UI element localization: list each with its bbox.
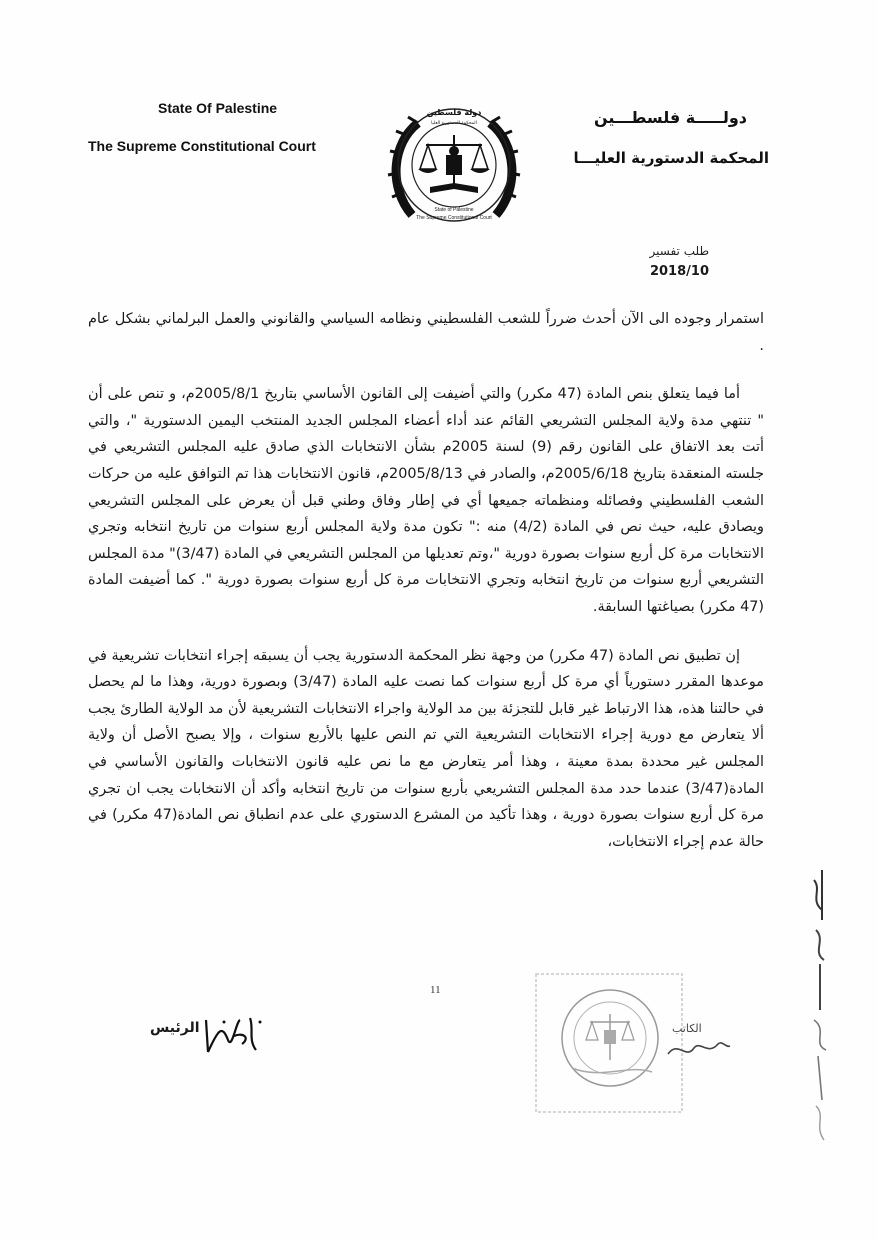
- paragraph-1: استمرار وجوده الى الآن أحدث ضرراً للشعب الفلسطيني ونظامه السياسي والقانوني والعمل البرلماني بشكل عام .: [88, 311, 764, 354]
- clerk-signature: [664, 1030, 734, 1066]
- margin-handwritten-note: [792, 860, 842, 1150]
- seal-subtitle-ar: المحكمة الدستورية العليا: [431, 121, 477, 126]
- document-body: [88, 306, 764, 877]
- court-name-en: The Supreme Constitutional Court: [88, 138, 316, 154]
- page-number: 11: [430, 984, 441, 996]
- request-type: طلب تفسير: [649, 244, 709, 258]
- president-signature: [198, 1010, 268, 1060]
- seal-state-en: State of Palestine: [434, 207, 474, 213]
- seal-court-en: The Supreme Constitutional Court: [416, 215, 492, 221]
- request-number: 2018/10: [649, 264, 709, 279]
- state-name-en: State Of Palestine: [158, 100, 278, 116]
- header-arabic: [539, 108, 769, 167]
- seal-title-ar: دولة فلسطين: [426, 108, 482, 117]
- clerk-label: الكاتب: [672, 1022, 702, 1035]
- state-name-ar: دولـــــة فلسطـــين: [594, 108, 747, 127]
- request-block: [650, 244, 709, 279]
- president-signature-block: [140, 1010, 270, 1060]
- paragraph-3: إن تطبيق نص المادة (47 مكرر) من وجهة نظر المحكمة الدستورية يجب أن يسبقه إجراء انتخابات تشريعية في موعدها المقرر دستورياً أي مرة كل أربع سنوات كما نصت عليه المادة (3/47) وبصورة دورية، وهذا ما لم يحصل في حالتنا هذه، هذا الارتباط غير قابل للتجزئة بين مد الولاية واجراء الانتخابات التشريعية لأن مد الولاية الطارئ يجب ألا يتعارض مع دورية إجراء الانتخابات التشريعية التي تم النص عليها بالأربع سنوات ، وإلا يصبح الأصل أن ولاية المجلس غير محددة بمدة معينة ، وهذا أمر يتعارض مع ما نص عليه قانون الانتخابات والقانون الأساسي في المادة(3/47) عندما حدد مدة المجلس التشريعي بأربع سنوات من تاريخ انتخابه وأكد أن الانتخابات يجب ان تجري مرة كل أربع سنوات بصورة دورية ، وهذا تأكيد من المشرع الدستوري على عدم انطباق نص المادة(47 مكرر) في حالة عدم إجراء الانتخابات،: [88, 647, 764, 850]
- header-english: [70, 100, 370, 154]
- court-seal-logo: [378, 95, 530, 235]
- president-label: الرئيس: [150, 1020, 200, 1036]
- paragraph-2: أما فيما يتعلق بنص المادة (47 مكرر) والتي أضيفت إلى القانون الأساسي بتاريخ 2005/8/1م، و تنص على أن " تنتهي مدة ولاية المجلس التشريعي القائم عند أداء أعضاء المجلس الجديد المنتخب اليمين الدستورية "، والتي أتت بعد الاتفاق على القانون رقم (9) لسنة 2005م بشأن الانتخابات الذي صادق عليه المجلس التشريعي في جلسته المنعقدة بتاريخ 2005/6/18م، والصادر في 2005/8/13م، قانون الانتخابات هذا تم التوافق عليه من حركات الشعب الفلسطيني وفصائله ومنظماته جميعها أي في إطار وفاق وطني قبل أن يعرض على المجلس التشريعي ويصادق عليه، حيث نص في المادة (4/2) منه :" تكون مدة ولاية المجلس أربع سنوات من تاريخ انتخابه وتجري الانتخابات مرة كل أربع سنوات بصورة دورية "،وتم تعديلها من المجلس التشريعي في المادة (3/47)" مدة المجلس التشريعي أربع سنوات من تاريخ انتخابه وتجري الانتخابات مرة كل أربع سنوات بصورة دورية ". كما أضيفت المادة (47 مكرر) بصياغتها السابقة.: [88, 386, 765, 615]
- clerk-signature-block: [664, 1022, 744, 1062]
- court-name-ar: المحكمة الدستورية العليـــا: [573, 149, 769, 167]
